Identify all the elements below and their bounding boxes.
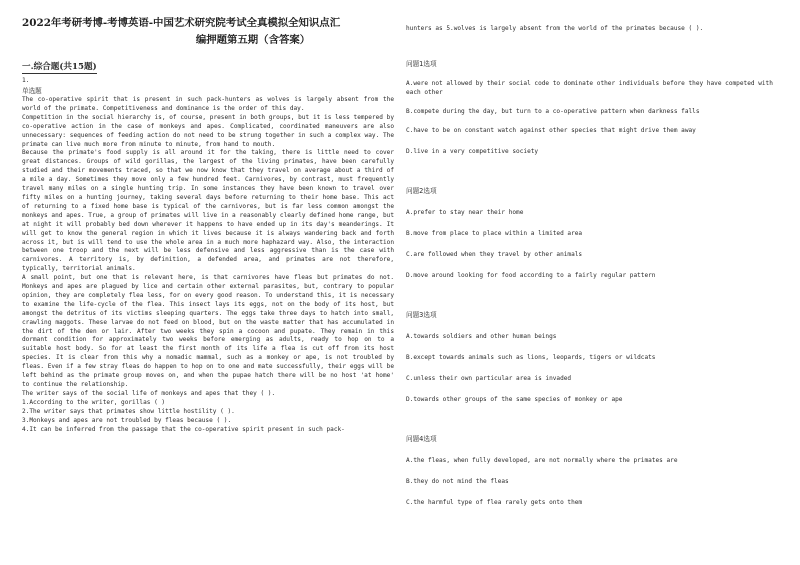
left-column <box>22 0 394 434</box>
q4-option-b: B.they do not mind the fleas <box>406 477 509 485</box>
q3-option-b: B.except towards animals such as lions, leopards, tigers or wildcats <box>406 353 656 361</box>
question-type: 单选题 <box>22 87 42 95</box>
q1-option-c: C.have to be on constant watch against other species that might drive them away <box>406 126 696 134</box>
q4-option-c: C.the harmful type of flea rarely gets onto them <box>406 498 583 506</box>
question-number: 1. <box>22 77 30 84</box>
question-items: The writer says of the social life of monkeys and apes that they ( ). 1.According to the writer, gorillas ( ) 2.The writer says that primates show little hostility ( ). 3.Monkeys and apes are not troubled by fleas because ( ). 4.It can be inferred from the passage that the co-operative spirit present in such pack- <box>22 389 345 433</box>
document-title <box>22 15 394 49</box>
right-column <box>406 0 790 507</box>
q1-option-b: B.compete during the day, but turn to a co-operative pattern when darkness falls <box>406 107 700 115</box>
q3-option-c: C.unless their own particular area is invaded <box>406 374 572 382</box>
reading-passage: The co-operative spirit that is present in such pack-hunters as wolves is largely absent from the world of the primate. Competitiveness and dominance is the order of this day. Competition in the social hierarchy is, of course, present in both groups, but it is less tempered by co-operative action in the case of monkeys and apes. Complicated, coordinated maneuvers are also unnecessary: sequences of feeding action do not need to be strung together in such a complex way. The primate can live much more from minute to minute, from hand to mouth. Because the primate's food supply is all around it for the taking, there is little need to cover great distances. Groups of wild gorillas, the largest of the living primates, have been carefully studied and their movements traced, so that we now know that they travel on average about a third of a mile a day. Sometimes they move only a few hundred feet. Carnivores, by contrast, must frequently travel many miles on a single hunting trip. In some instances they have been known to travel over fifty miles on a hunting journey, taking several days before returning to their home base. This act of returning to a fixed home base is typical of the carnivores, but is far less common amongst the monkeys and apes. True, a group of primates will live in a reasonably clearly defined home range, but at night it will probably bed down wherever it happens to have ended up in its day's meanderings. It will get to know the general region in which it lives because it is always wandering back and forth across it, but is will tend to use the whole area in a much more haphazard way. Also, the interaction between one troop and the next will be less defensive and less aggressive than is the case with carnivores. A territory is, by definition, a defended area, and primates are not therefore, typically, territorial animals. A small point, but one that is relevant here, is that carnivores have fleas but primates do not. Monkeys and apes are plagued by lice and certain other external parasites, but, contrary to popular opinion, they are completely flea less, for on every good reason. To understand this, it is necessary to examine the life-cycle of the flea. This insect lays its eggs, not on the body of its host, but amongst the detritus of its victims sleeping quarters. The eggs take three days to hatch into small, crawling maggots. These larvae do not feed on blood, but on the waste matter that has accumulated in the dirt of the den or lair. After two weeks they spin a cocoon and pupate. They remain in this dormant condition for approximately two weeks before emerging as adults, ready to hop on to a suitable host body. So for at least the first month of its life a flea is cut off from its host species. It is clear from this why a nomadic mammal, such as a monkey or ape, is not troubled by fleas. Even if a few stray fleas do happen to hop on to one and mate successfully, their eggs will be left behind as the primate group moves on, and when the pupae hatch there will be no host 'at home' to continue the relationship. <box>22 96 394 388</box>
q3-option-d: D.towards other groups of the same species of monkey or ape <box>406 395 623 403</box>
q2-option-b: B.move from place to place within a limited area <box>406 229 583 237</box>
question-2-label: 问题2选项 <box>406 186 437 195</box>
q3-option-a: A.towards soldiers and other human beings <box>406 332 557 340</box>
question-4-label: 问题4选项 <box>406 434 437 443</box>
q4-option-a: A.the fleas, when fully developed, are not normally where the primates are <box>406 456 678 464</box>
title-line-1: 2022年考研考博-考博英语-中国艺术研究院考试全真模拟全知识点汇 <box>22 17 341 29</box>
question-1-label: 问题1选项 <box>406 59 437 68</box>
q2-option-c: C.are followed when they travel by other animals <box>406 250 583 258</box>
section-heading: 一.综合题(共15题) <box>22 62 97 72</box>
q1-option-d: D.live in a very competitive society <box>406 147 539 155</box>
q1-option-a: A.were not allowed by their social code to dominate other individuals before they have competed with each other <box>406 79 773 96</box>
q2-option-a: A.prefer to stay near their home <box>406 208 524 216</box>
title-line-2: 编押题第五期（含答案） <box>195 34 311 46</box>
question-3-label: 问题3选项 <box>406 310 437 319</box>
q2-option-d: D.move around looking for food according to a fairly regular pattern <box>406 271 656 279</box>
passage-continuation: hunters as 5.wolves is largely absent from the world of the primates because ( ). <box>406 25 704 32</box>
